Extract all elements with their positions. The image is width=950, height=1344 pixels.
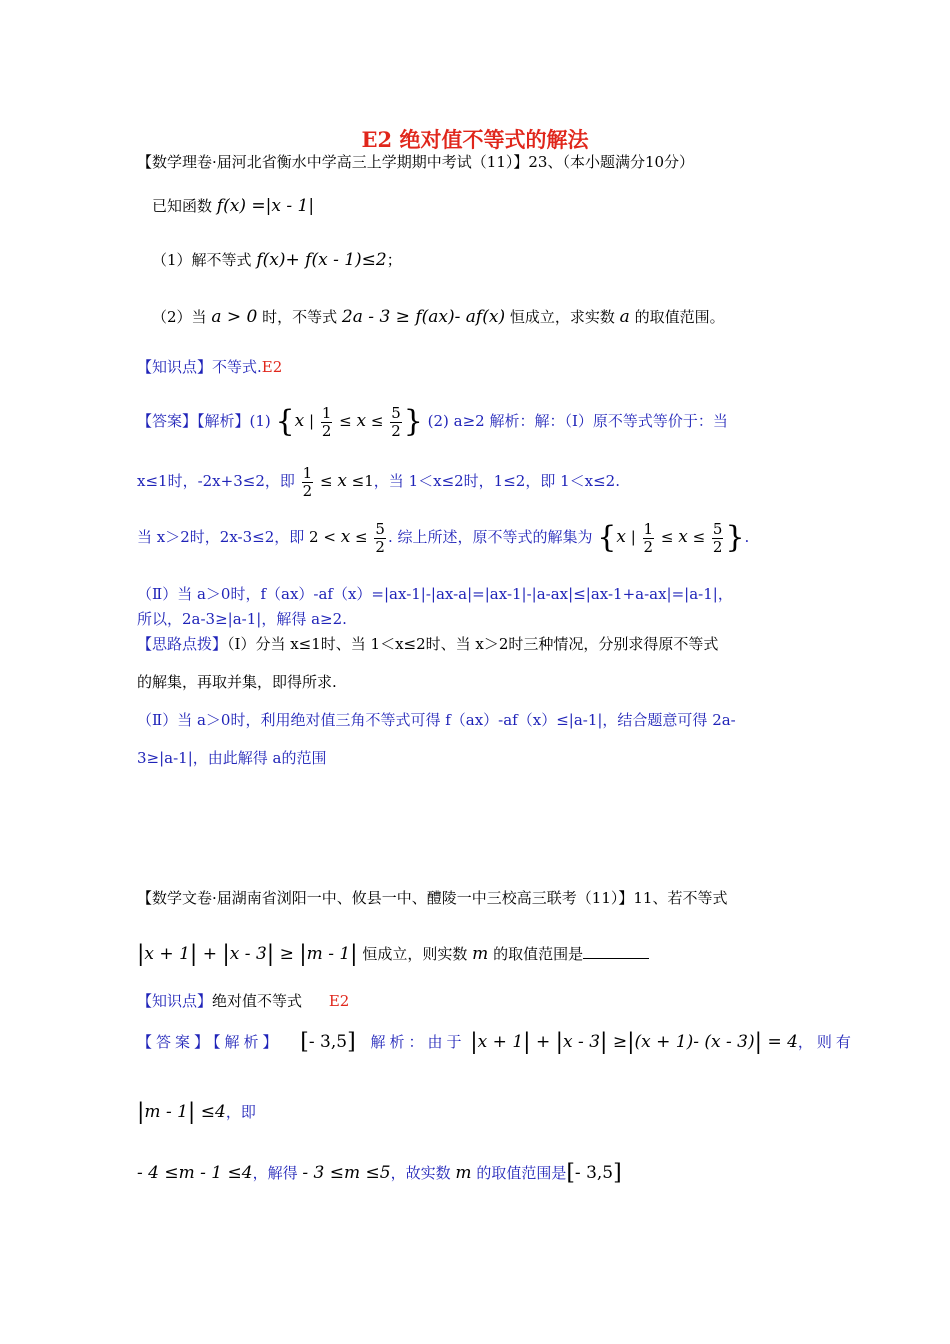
kp2-label: 【知识点】 (137, 992, 213, 1010)
problem2-knowledge (137, 991, 349, 1011)
q2-label: （2）当 (152, 308, 207, 326)
m-var: m (455, 1163, 472, 1183)
kp-text: 不等式. (212, 358, 262, 376)
q2-tail: 的取值范围。 (634, 308, 725, 326)
problem2-source: 【数学文卷·届湖南省浏阳一中、攸县一中、醴陵一中三校高三联考（11）】11、若不等式 (137, 889, 728, 907)
result-ineq: - 3 ≤m ≤5 (302, 1163, 391, 1183)
q2-mid: 时，不等式 (262, 308, 338, 326)
problem1-hint-1 (137, 634, 718, 654)
problem1-hint-3: （Ⅱ）当 a＞0时，利用绝对值三角不等式可得 f（ax）-af（x）≤|a-1|，结合题意可得 2a- (137, 711, 736, 729)
kp2-text: 绝对值不等式 (212, 992, 303, 1010)
chain-ineq: - 4 ≤m - 1 ≤4 (137, 1163, 253, 1183)
kp-label: 【知识点】 (137, 358, 213, 376)
final-range: [- 3,5] (566, 1160, 622, 1186)
guzhi-text: ，故实数 (390, 1164, 451, 1182)
line3-b: . 综上所述，原不等式的解集为 (387, 528, 593, 546)
line3-set: {x | $\frac{1}{2}$ ≤ x ≤ $\frac{5}{2}$ } (597, 519, 745, 556)
problem1-hint-2: 的解集，再取并集，即得所求. (137, 673, 337, 691)
ans-part2: (2) a≥2 解析：解：（Ⅰ）原不等式等价于：当 (427, 412, 728, 430)
line2-b: ，当 1＜x≤2时，1≤2，即 1＜x≤2. (373, 472, 620, 490)
problem1-knowledge (137, 357, 282, 377)
ans-label: 【答案】【解析】 (137, 412, 250, 430)
problem2-answer (137, 1026, 855, 1059)
jiede-text: ，解得 (252, 1164, 298, 1182)
abs-ineq: |m - 1| ≤4 (137, 1099, 226, 1125)
kp-code: E2 (261, 358, 283, 376)
problem2-ineq: |x + 1| + |x - 3| ≥ |m - 1| (137, 941, 358, 967)
ans-part1: (1) (249, 412, 271, 430)
problem1-answer (137, 399, 728, 444)
problem1-source: 【数学理卷·届河北省衡水中学高三上学期期中考试（11）】23、（本小题满分10分） (137, 153, 695, 171)
given-label: 已知函数 (152, 197, 213, 215)
problem2-question (137, 941, 649, 967)
hint-label: 【思路点拨】 (137, 635, 228, 653)
problem1-q2 (152, 307, 725, 327)
ji-text: ，即 (225, 1103, 256, 1121)
ans2-sol: 解析：由于 (370, 1033, 466, 1051)
line3-math: 2 < x ≤ $\frac{5}{2}$ (309, 519, 385, 556)
kp2-code: E2 (328, 992, 350, 1010)
q-mid: 恒成立，则实数 (362, 945, 468, 963)
q-end: 的取值范围是 (493, 945, 584, 963)
answer-blank (583, 944, 649, 959)
problem1-line5: 所以，2a-3≥|a-1|，解得 a≥2. (137, 610, 347, 628)
problem1-line3: 当 x＞2时，2x-3≤2，即 2 < x ≤ $\frac{5}{2}$ . 综上所述，原不等式的解集为 {x | $\frac{1}{2}$ ≤ x ≤ $\frac{5}{2}$ }. (137, 519, 750, 556)
q1-formula: f(x)+ f(x - 1)≤2 (256, 250, 387, 270)
problem2-line3 (137, 1160, 622, 1186)
range-tail: 的取值范围是 (476, 1164, 567, 1182)
ans2-then: ，则有 (797, 1033, 855, 1051)
q2-var: a (619, 307, 630, 327)
hint-text-1: （Ⅰ）分当 x≤1时、当 1＜x≤2时、当 x＞2时三种情况，分别求得原不等式 (227, 635, 719, 653)
ans2-label: 【答案】【解析】 (137, 1033, 282, 1051)
function-def: f(x) =|x - 1| (216, 196, 315, 216)
ans2-ineq: |x + 1| + |x - 3| ≥|(x + 1)- (x - 3)| = 4 (470, 1029, 798, 1055)
q1-label: （1）解不等式 (152, 251, 252, 269)
q-var: m (472, 944, 489, 964)
line2-math: $\frac{1}{2}$ ≤ x ≤1 (302, 463, 374, 500)
q2-end: 恒成立，求实数 (509, 308, 615, 326)
page-title: E2 绝对值不等式的解法 (361, 127, 589, 152)
ans-set-1: {x | $\frac{1}{2}$ ≤ x ≤ $\frac{5}{2}$ } (275, 403, 423, 440)
line2-a: x≤1时，-2x+3≤2，即 (137, 472, 295, 490)
q2-formula: 2a - 3 ≥ f(ax)- af(x) (341, 307, 506, 327)
problem1-q1: （1）解不等式 f(x)+ f(x - 1)≤2； (152, 250, 402, 270)
problem1-line2 (137, 461, 620, 501)
problem1-hint-4: 3≥|a-1|，由此解得 a的范围 (137, 749, 327, 767)
q2-cond: a > 0 (211, 307, 258, 327)
ans2-range: [- 3,5] (300, 1029, 356, 1055)
problem1-given (152, 196, 314, 216)
problem2-line2 (137, 1099, 256, 1125)
problem1-line4: （Ⅱ）当 a＞0时，f（ax）-af（x）=|ax-1|-|ax-a|=|ax-1|-|a-ax|≤|ax-1+a-ax|=|a-1|， (137, 585, 733, 603)
line3-a: 当 x＞2时，2x-3≤2，即 (137, 528, 305, 546)
